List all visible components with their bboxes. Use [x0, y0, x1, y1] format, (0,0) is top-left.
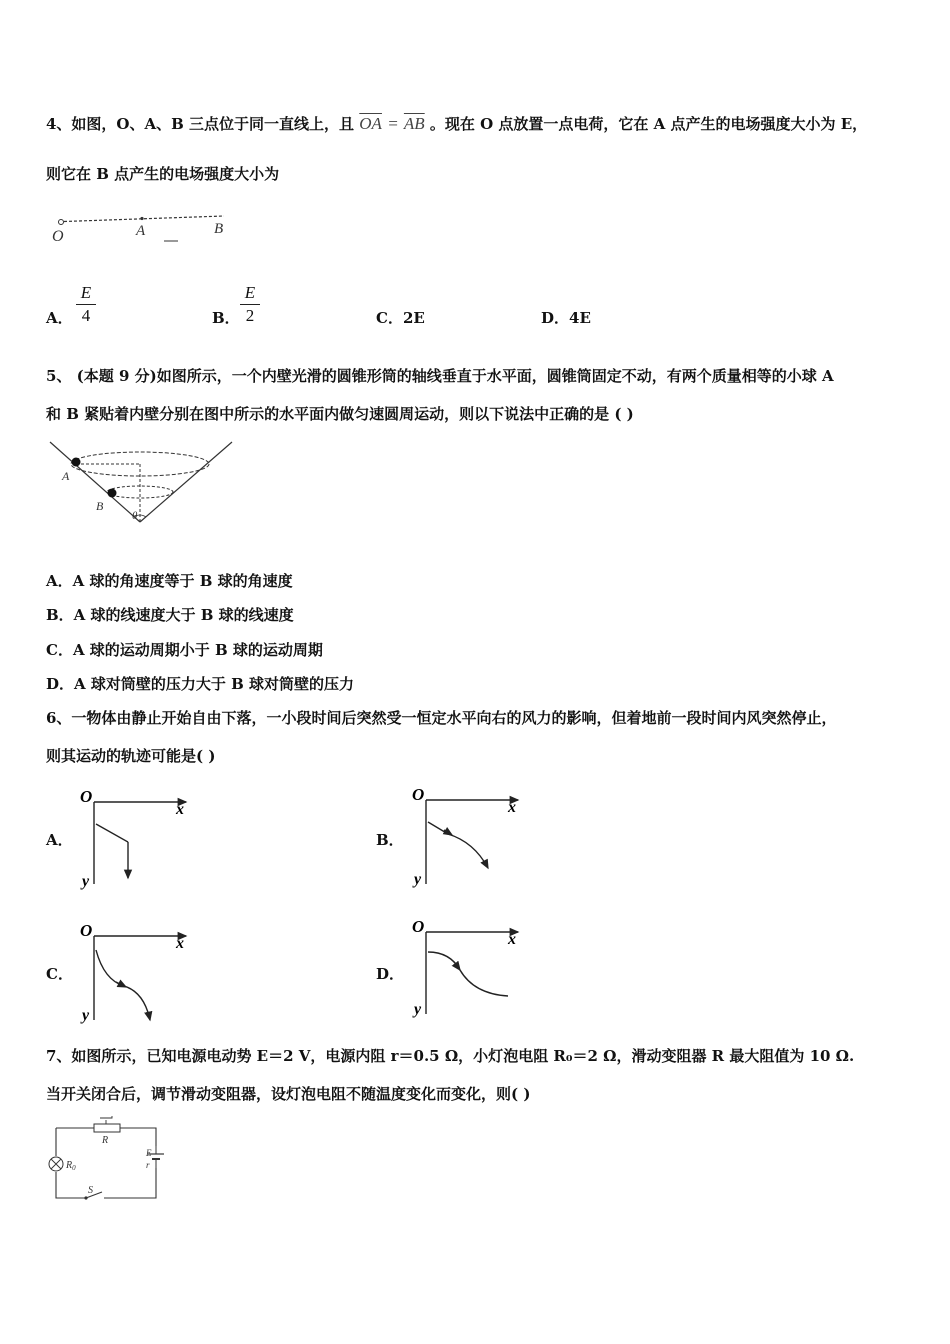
q7-label-r: R: [102, 1135, 109, 1146]
q4-eq-left: $\overline{OA}$: [359, 114, 382, 133]
q6-d-x: x: [508, 931, 516, 948]
q7-label-r0: [65, 1160, 76, 1172]
q6-line2: 则其运动的轨迹可能是( ): [46, 747, 216, 765]
q6-b-o: O: [412, 785, 425, 804]
q5-label-a: A: [62, 469, 70, 483]
q6-option-b-label: B．: [376, 831, 404, 849]
q7-line1: 7、如图所示，已知电源电动势 E＝2 V，电源内阻 r＝0.5 Ω，小灯泡电阻 R₀＝2 Ω，滑动变阻器 R 最大阻值为 10 Ω.: [46, 1047, 855, 1065]
q4-option-a-fraction: [76, 284, 96, 325]
q5-option-a: A．A 球的角速度等于 B 球的角速度: [46, 572, 293, 590]
q6-option-a-label: A．: [46, 831, 73, 849]
q4-label-b: B: [214, 221, 224, 237]
q4-eq-sign: =: [387, 114, 399, 133]
q4-option-b-num: E: [244, 283, 256, 302]
q4-option-a-den: 4: [81, 306, 91, 325]
q6-graph-d: [408, 914, 528, 1018]
q7-label-ri: r: [146, 1160, 150, 1170]
q6-a-y: y: [82, 873, 90, 890]
q4-option-a-label: A．: [46, 309, 73, 327]
q6-c-y: y: [82, 1007, 90, 1024]
q7-label-e: E: [146, 1148, 152, 1158]
q5-option-d: D．A 球对筒壁的压力大于 B 球对筒壁的压力: [46, 675, 354, 693]
q6-b-x: x: [508, 799, 516, 816]
q6-c-o: O: [80, 921, 93, 940]
q4-line1-pre: 4、如图，O、A、B 三点位于同一直线上，且: [46, 115, 355, 133]
q4-option-b-label: B．: [212, 309, 240, 327]
q6-d-y: y: [414, 1001, 422, 1018]
q7-label-r0-main: R: [66, 1160, 73, 1171]
q6-a-o: O: [80, 787, 93, 806]
q4-option-a-num: E: [80, 283, 92, 302]
q4-line1: [46, 114, 867, 134]
q4-line2: 则它在 B 点产生的电场强度大小为: [46, 165, 280, 183]
q6-c-x: x: [176, 935, 184, 952]
q6-line1: 6、一物体由静止开始自由下落，一小段时间后突然受一恒定水平向右的风力的影响，但着地前一段时间内风突然停止，: [46, 709, 837, 727]
q4-label-o: O: [52, 228, 64, 245]
q6-option-c-label: C．: [46, 965, 73, 983]
q5-line2: 和 B 紧贴着内壁分别在图中所示的水平面内做匀速圆周运动，则以下说法中正确的是 ( ): [46, 405, 634, 423]
q7-circuit-figure: [46, 1116, 176, 1210]
q6-d-o: O: [412, 917, 425, 936]
q4-option-b-den: 2: [245, 306, 255, 325]
q4-option-d: D．4E: [541, 309, 591, 327]
q6-option-d-label: D．: [376, 965, 405, 983]
q6-graph-a: [76, 786, 196, 890]
q4-option-b-fraction: [240, 284, 260, 325]
q5-option-b: B．A 球的线速度大于 B 球的线速度: [46, 606, 294, 624]
q5-line1: 5、 (本题 9 分)如图所示，一个内壁光滑的圆锥形筒的轴线垂直于水平面，圆锥筒固定不动，有两个质量相等的小球 A: [46, 367, 834, 385]
q5-cone-figure: [46, 436, 246, 532]
q4-eq-right: $\overline{AB}$: [403, 114, 425, 133]
q6-graph-b: [408, 784, 528, 888]
q4-figure-oab: [46, 206, 236, 250]
q4-label-a: A: [136, 223, 146, 239]
q5-label-b: B: [96, 499, 104, 513]
q7-line2: 当开关闭合后，调节滑动变阻器，设灯泡电阻不随温度变化而变化，则( ): [46, 1085, 531, 1103]
q4-option-c: C．2E: [376, 309, 425, 327]
q7-label-r0-sub: 0: [72, 1164, 76, 1172]
q5-option-c: C．A 球的运动周期小于 B 球的运动周期: [46, 641, 323, 659]
q5-label-theta: θ: [132, 510, 138, 522]
q6-graph-c: [76, 920, 196, 1024]
q7-label-s: S: [88, 1185, 93, 1196]
q4-line1-post: 。现在 O 点放置一点电荷，它在 A 点产生的电场强度大小为 E，: [429, 115, 868, 133]
q6-b-y: y: [414, 871, 422, 888]
q6-a-x: x: [176, 801, 184, 818]
